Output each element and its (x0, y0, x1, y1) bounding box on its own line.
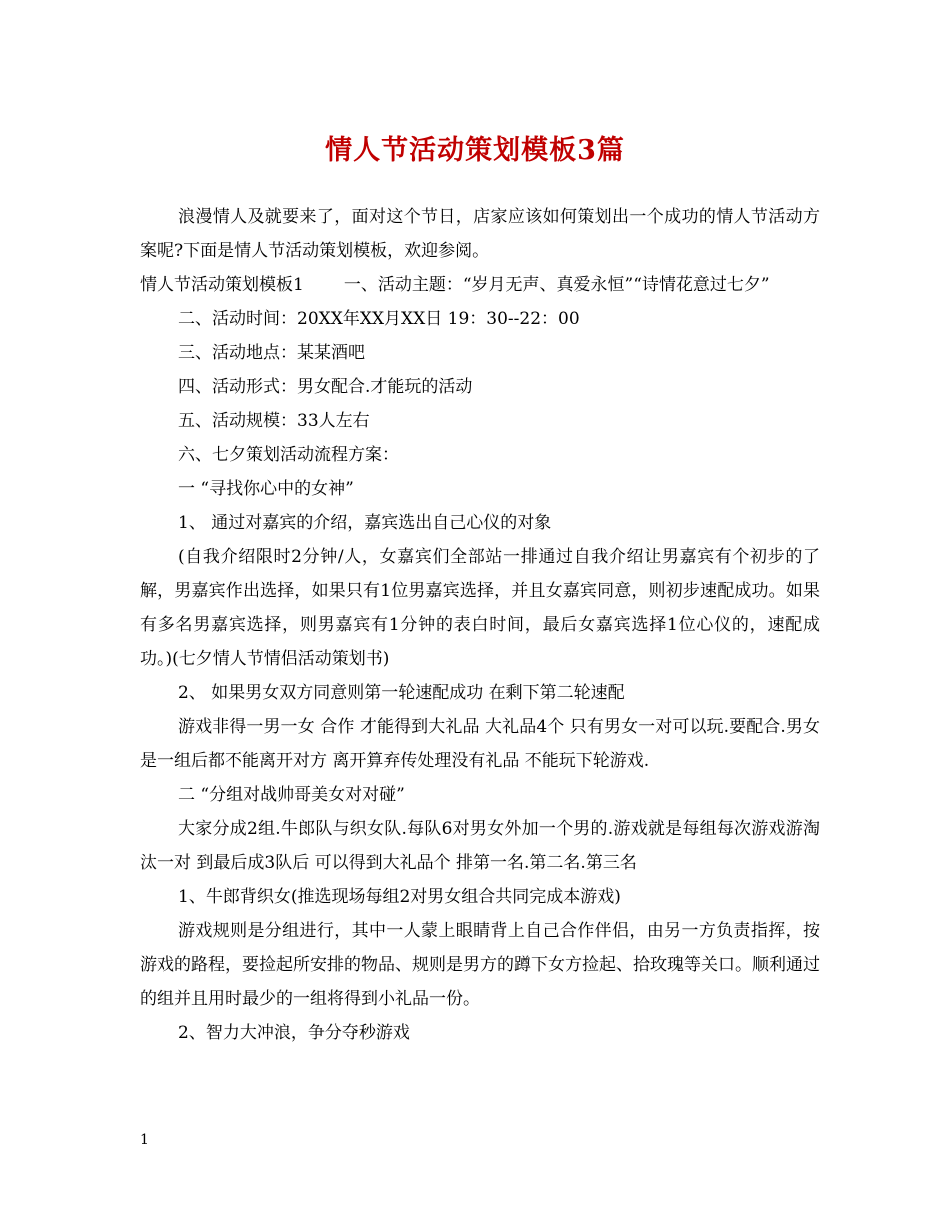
section-two-heading: 二 “分组对战帅哥美女对对碰” (178, 785, 405, 805)
step-one-detail: (自我介绍限时2分钟/人，女嘉宾们全部站一排通过自我介绍让男嘉宾有个初步的了解，男嘉宾作出选择，如果只有1位男嘉宾选择，并且女嘉宾同意，则初步速配成功。如果有多名男嘉宾选择，则男嘉宾有1分钟的表白时间，最后女嘉宾选择1位心仪的，速配成功。)(七夕情人节情侣活动策划书) (140, 547, 820, 669)
game-one-heading: 1、牛郎背织女(推选现场每组2对男女组合共同完成本游戏) (178, 887, 621, 907)
step-one: 1、 通过对嘉宾的介绍，嘉宾选出自己心仪的对象 (178, 513, 552, 533)
document-title: 情人节活动策划模板3篇 (325, 135, 625, 166)
intro-paragraph: 浪漫情人及就要来了，面对这个节日，店家应该如何策划出一个成功的情人节活动方案呢?下面是情人节活动策划模板，欢迎参阅。 (140, 207, 820, 261)
activity-location: 三、活动地点：某某酒吧 (178, 343, 365, 363)
game-two-heading: 2、智力大冲浪，争分夺秒游戏 (178, 1023, 410, 1043)
section-one-heading: 一 “寻找你心中的女神” (178, 479, 354, 499)
page-number: 1 (140, 1132, 149, 1148)
activity-flow-heading: 六、七夕策划活动流程方案： (178, 445, 399, 465)
game-one-rules: 游戏规则是分组进行，其中一人蒙上眼睛背上自己合作伴侣，由另一方负责指挥，按游戏的路程，要捡起所安排的物品、规则是男方的蹲下女方捡起、拾玫瑰等关口。顺利通过的组并且用时最少的一组将得到小礼品一份。 (140, 921, 820, 1009)
template-label: 情人节活动策划模板1 (140, 275, 304, 295)
activity-theme: 一、活动主题：“岁月无声、真爱永恒”“诗情花意过七夕” (343, 275, 770, 295)
activity-scale: 五、活动规模：33人左右 (178, 411, 370, 431)
document-body (140, 200, 820, 1050)
activity-format: 四、活动形式：男女配合.才能玩的活动 (178, 377, 473, 397)
step-two: 2、 如果男女双方同意则第一轮速配成功 在剩下第二轮速配 (178, 683, 625, 703)
template-heading-line (140, 268, 820, 302)
activity-time: 二、活动时间：20XX年XX月XX日 19：30--22：00 (178, 309, 580, 329)
game-rules-paragraph: 游戏非得一男一女 合作 才能得到大礼品 大礼品4个 只有男女一对可以玩.要配合.男女是一组后都不能离开对方 离开算弃传处理没有礼品 不能玩下轮游戏. (140, 717, 820, 771)
team-split-paragraph: 大家分成2组.牛郎队与织女队.每队6对男女外加一个男的.游戏就是每组每次游戏游淘汰一对 到最后成3队后 可以得到大礼品个 排第一名.第二名.第三名 (140, 819, 820, 873)
